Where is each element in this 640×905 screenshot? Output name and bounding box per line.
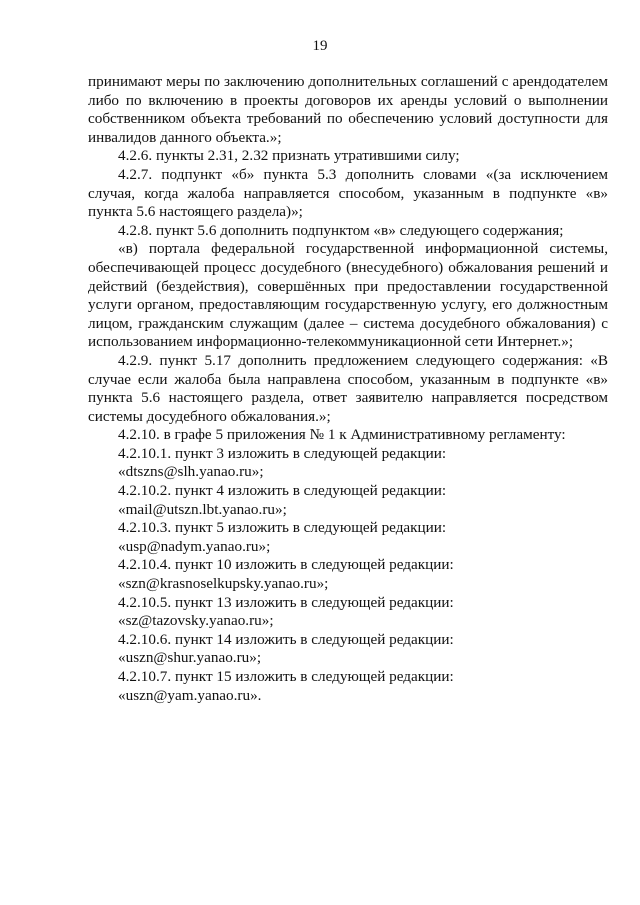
- list-item-value: «dtszns@slh.yanao.ru»;: [118, 463, 264, 481]
- paragraph: 4.2.7. подпункт «б» пункта 5.3 дополнить словами «(за исключением случая, когда жалоба направляется способом, указанным в подпункте «в» пункта 5.6 настоящего раздела)»;: [88, 165, 608, 221]
- paragraph: принимают меры по заключению дополнительных соглашений с арендодателем либо по включению в проекты договоров их аренды условий о выполнении собственником объекта требований по обеспечению условий доступности для инвалидов данного объекта.»;: [88, 73, 608, 146]
- list-item-title: 4.2.10.1. пункт 3 изложить в следующей редакции:: [118, 444, 447, 462]
- paragraph: 4.2.8. пункт 5.6 дополнить подпунктом «в» следующего содержания;: [118, 221, 564, 239]
- list-item-value: «uszn@yam.yanao.ru».: [118, 686, 262, 704]
- page-number: 19: [312, 38, 328, 54]
- paragraph: «в) портала федеральной государственной информационной системы, обеспечивающей процесс досудебного (внесудебного) обжалования решений и действий (бездействия), совершённых при предоставлении государственной услуги органом, предоставляющим государственную услугу, его должностным лицом, гражданским служащим (далее – система досудебного обжалования) с использованием информационно-телекоммуникационной сети Интернет.»;: [88, 240, 608, 351]
- list-item-value: «sz@tazovsky.yanao.ru»;: [118, 612, 274, 630]
- list-item-title: 4.2.10.3. пункт 5 изложить в следующей редакции:: [118, 519, 447, 537]
- list-item-value: «uszn@shur.yanao.ru»;: [118, 649, 262, 667]
- document-body: [88, 73, 608, 705]
- list-item-value: «szn@krasnoselkupsky.yanao.ru»;: [118, 575, 329, 593]
- list-item-title: 4.2.10.5. пункт 13 изложить в следующей редакции:: [118, 593, 454, 611]
- list-item-value: «usp@nadym.yanao.ru»;: [118, 537, 271, 555]
- paragraph: 4.2.10. в графе 5 приложения № 1 к Административному регламенту:: [118, 426, 566, 444]
- list-item-title: 4.2.10.7. пункт 15 изложить в следующей редакции:: [118, 668, 454, 685]
- paragraph: 4.2.9. пункт 5.17 дополнить предложением следующего содержания: «В случае если жалоба была направлена способом, указанным в подпункте «в» пункта 5.6 настоящего раздела, ответ заявителю направляется посредством системы досудебного обжалования.»;: [88, 351, 608, 425]
- paragraph: 4.2.6. пункты 2.31, 2.32 признать утратившими силу;: [118, 147, 460, 165]
- list-item-value: «mail@utszn.lbt.yanao.ru»;: [118, 500, 287, 518]
- list-item-title: 4.2.10.6. пункт 14 изложить в следующей редакции:: [118, 630, 454, 648]
- list-item-title: 4.2.10.4. пункт 10 изложить в следующей редакции:: [118, 556, 454, 574]
- list-item-title: 4.2.10.2. пункт 4 изложить в следующей редакции:: [118, 482, 447, 500]
